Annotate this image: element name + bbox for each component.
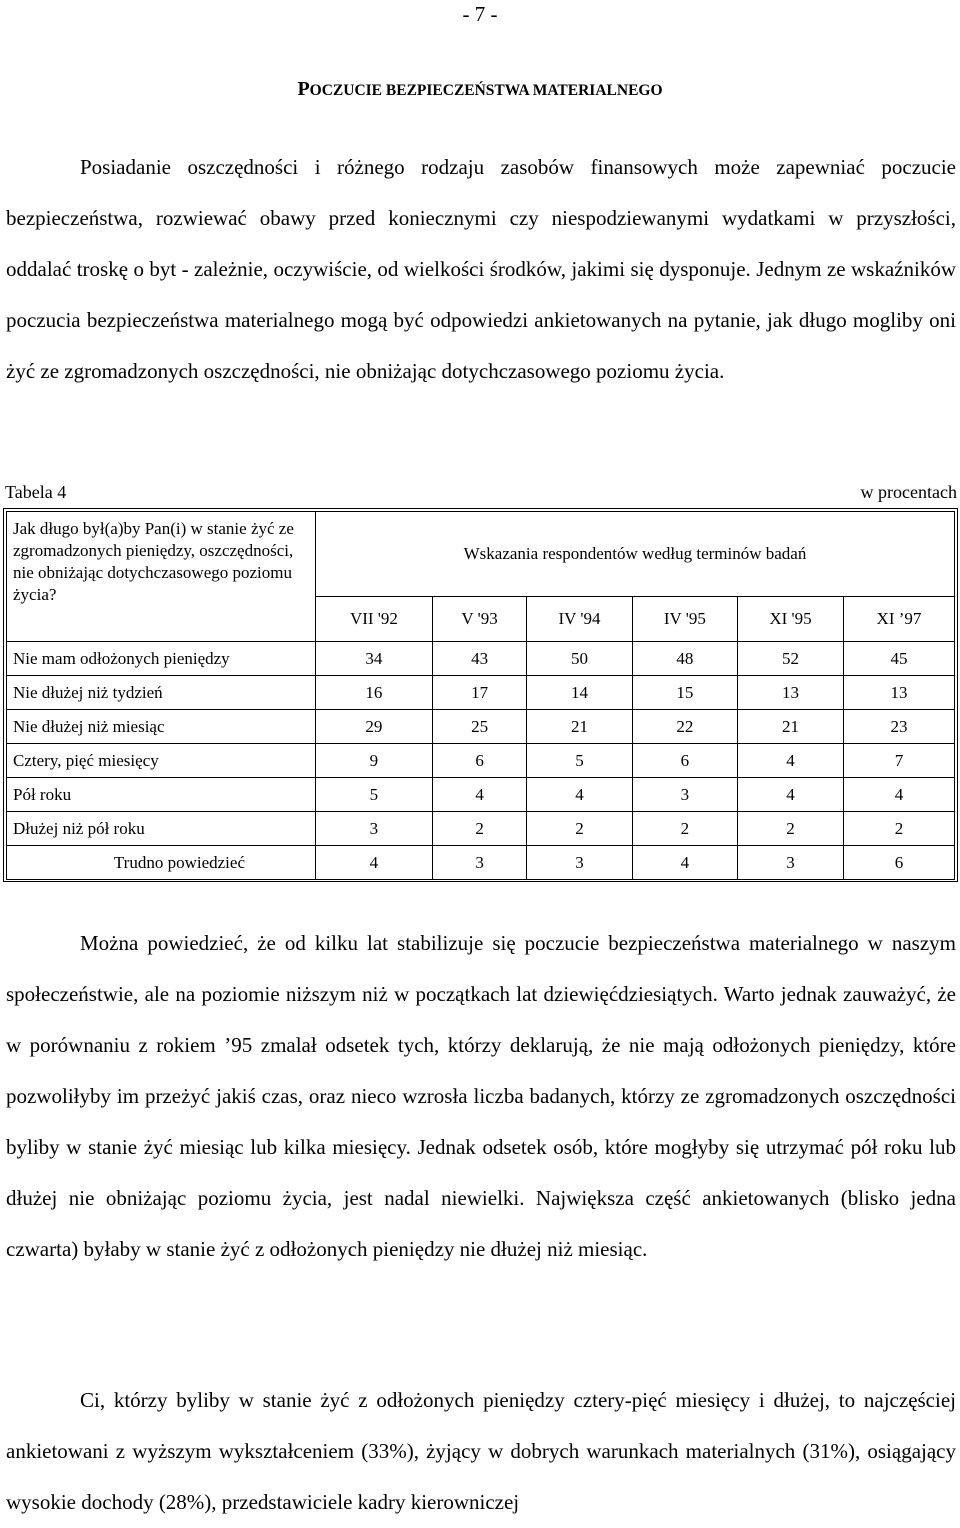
table-cell: 4 [316, 846, 433, 880]
table-cell: 9 [316, 744, 433, 778]
table-row [7, 744, 955, 778]
table-cell: 50 [527, 642, 632, 676]
page-number: - 7 - [462, 2, 498, 26]
table-cell: 21 [527, 710, 632, 744]
table-cell: 25 [432, 710, 527, 744]
table-cell: 17 [432, 676, 527, 710]
table-cell: 6 [432, 744, 527, 778]
column-header: IV '95 [632, 597, 737, 642]
column-header: XI '95 [738, 597, 844, 642]
table-cell: 7 [843, 744, 954, 778]
table-cell: 5 [316, 778, 433, 812]
table-cell: 29 [316, 710, 433, 744]
row-label: Nie mam odłożonych pieniędzy [7, 642, 316, 676]
table-cell: 5 [527, 744, 632, 778]
column-header: V '93 [432, 597, 527, 642]
table-group-header: Wskazania respondentów według terminów badań [316, 512, 955, 597]
column-header: VII '92 [316, 597, 433, 642]
table-cell: 2 [632, 812, 737, 846]
row-label: Dłużej niż pół roku [7, 812, 316, 846]
table-cell: 45 [843, 642, 954, 676]
row-label: Pół roku [7, 778, 316, 812]
table-cell: 3 [738, 846, 844, 880]
table-cell: 3 [316, 812, 433, 846]
section-title-initial: P [297, 78, 310, 100]
table-row [7, 710, 955, 744]
table-cell: 4 [738, 744, 844, 778]
table-row [7, 846, 955, 880]
demographics-paragraph: Ci, którzy byliby w stanie żyć z odłożonych pieniędzy cztery-pięć miesięcy i dłużej, to najczęściej ankietowani z wyższym wykształceniem (33%), żyjący w dobrych warunkach materialnych (31%), osiągający wysokie dochody (28%), przedstawiciele kadry kierowniczej [6, 1388, 956, 1514]
row-label: Cztery, pięć miesięcy [7, 744, 316, 778]
section-title-rest: OCZUCIE BEZPIECZEŃSTWA MATERIALNEGO [309, 82, 663, 99]
table-cell: 52 [738, 642, 844, 676]
table-cell: 2 [432, 812, 527, 846]
table-cell: 3 [432, 846, 527, 880]
table-cell: 14 [527, 676, 632, 710]
table-caption-row [5, 482, 957, 503]
table-caption: Tabela 4 [5, 482, 67, 502]
table-row [7, 642, 955, 676]
table-cell: 13 [738, 676, 844, 710]
row-label: Trudno powiedzieć [7, 846, 316, 880]
table-cell: 4 [432, 778, 527, 812]
table-cell: 3 [527, 846, 632, 880]
table-row [7, 778, 955, 812]
column-header: XI ’97 [843, 597, 954, 642]
row-label: Nie dłużej niż miesiąc [7, 710, 316, 744]
table-cell: 48 [632, 642, 737, 676]
table-question-header: Jak długo był(a)by Pan(i) w stanie żyć ze zgromadzonych pieniędzy, oszczędności, nie obniżając dotychczasowego poziomu życia? [7, 512, 316, 642]
table-cell: 34 [316, 642, 433, 676]
table-cell: 15 [632, 676, 737, 710]
row-label: Nie dłużej niż tydzień [7, 676, 316, 710]
table-cell: 16 [316, 676, 433, 710]
table-cell: 4 [632, 846, 737, 880]
table-cell: 22 [632, 710, 737, 744]
table-row [7, 676, 955, 710]
table-unit: w procentach [860, 482, 957, 502]
analysis-paragraph: Można powiedzieć, że od kilku lat stabilizuje się poczucie bezpieczeństwa materialnego w naszym społeczeństwie, ale na poziomie niższym niż w początkach lat dziewięćdziesiątych. Warto jednak zauważyć, że w porównaniu z rokiem ’95 zmalał odsetek tych, którzy deklarują, że nie mają odłożonych pieniędzy, które pozwoliłyby im przeżyć jakiś czas, oraz nieco wzrosła liczba badanych, którzy ze zgromadzonych oszczędności byliby w stanie żyć miesiąc lub kilka miesięcy. Jednak odsetek osób, które mogłyby się utrzymać pół roku lub dłużej nie obniżając poziomu życia, jest nadal niewielki. Największa część ankietowanych (blisko jedna czwarta) byłaby w stanie żyć z odłożonych pieniędzy nie dłużej niż miesiąc. [6, 931, 956, 1261]
table-cell: 6 [632, 744, 737, 778]
table-cell: 4 [843, 778, 954, 812]
table-cell: 23 [843, 710, 954, 744]
savings-table [3, 508, 958, 882]
section-title [0, 78, 960, 101]
intro-paragraph: Posiadanie oszczędności i różnego rodzaju zasobów finansowych może zapewniać poczucie bezpieczeństwa, rozwiewać obawy przed koniecznymi czy niespodziewanymi wydatkami w przyszłości, oddalać troskę o byt - zależnie, oczywiście, od wielkości środków, jakimi się dysponuje. Jednym ze wskaźników poczucia bezpieczeństwa materialnego mogą być odpowiedzi ankietowanych na pytanie, jak długo mogliby oni żyć ze zgromadzonych oszczędności, nie obniżając dotychczasowego poziomu życia. [6, 155, 956, 383]
table-cell: 13 [843, 676, 954, 710]
table-cell: 2 [843, 812, 954, 846]
table-cell: 3 [632, 778, 737, 812]
table-cell: 6 [843, 846, 954, 880]
table-cell: 2 [527, 812, 632, 846]
column-header: IV '94 [527, 597, 632, 642]
table-cell: 4 [738, 778, 844, 812]
table-cell: 4 [527, 778, 632, 812]
table-cell: 2 [738, 812, 844, 846]
table-cell: 43 [432, 642, 527, 676]
table-cell: 21 [738, 710, 844, 744]
table-row [7, 812, 955, 846]
